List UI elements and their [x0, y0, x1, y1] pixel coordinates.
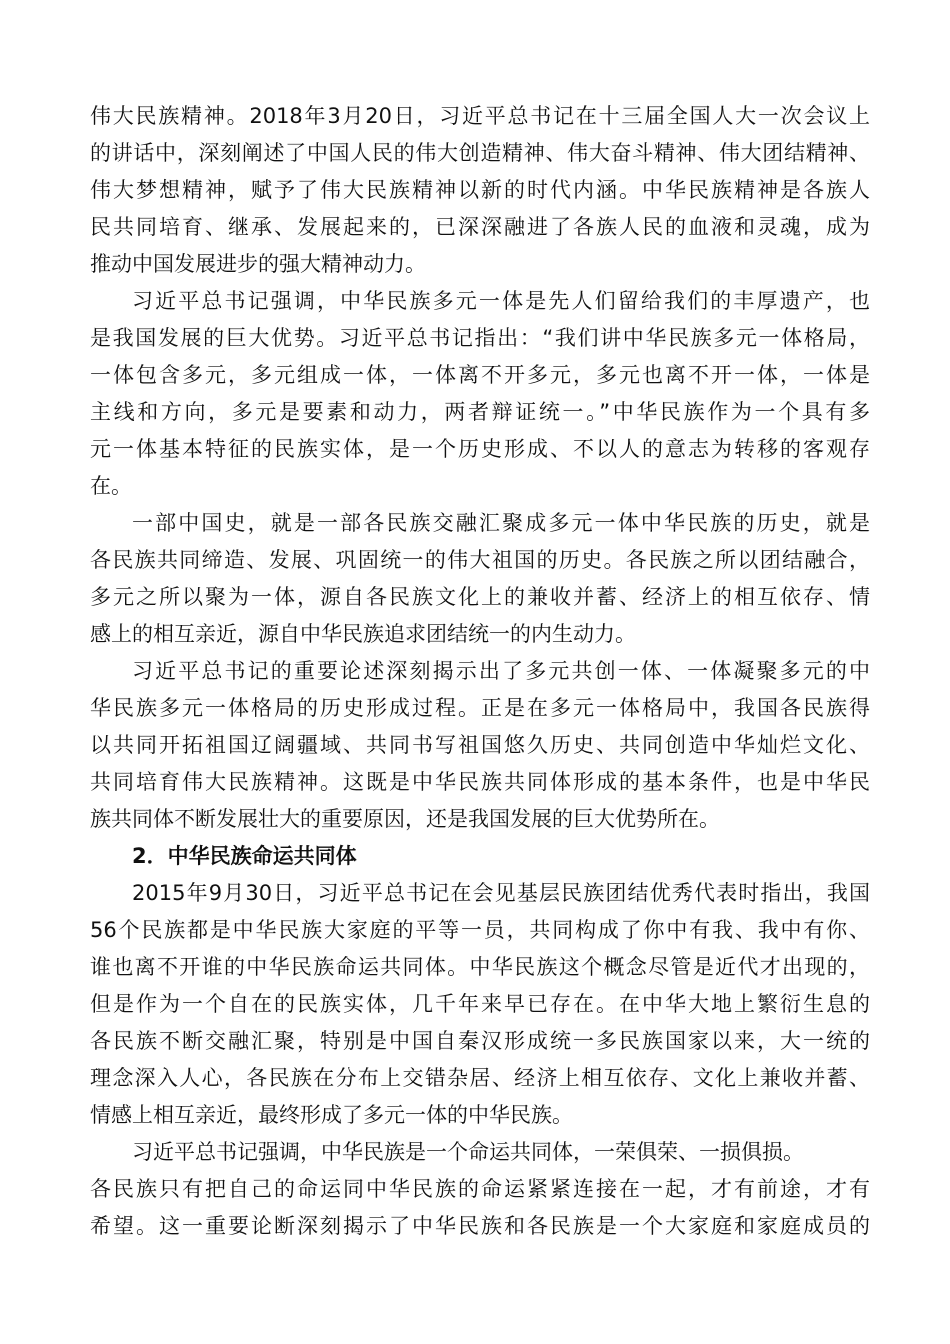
text-line: 习近平总书记强调，中华民族多元一体是先人们留给我们的丰厚遗产，也: [132, 289, 870, 313]
paragraph-2: [90, 283, 870, 505]
paragraph-3: [90, 505, 870, 653]
text-line: 民共同培育、继承、发展起来的，已深深融进了各族人民的血液和灵魂，成为: [90, 215, 870, 239]
text-line: 伟大梦想精神，赋予了伟大民族精神以新的时代内涵。中华民族精神是各族人: [90, 178, 870, 202]
text-line: 但是作为一个自在的民族实体，几千年来早已存在。在中华大地上繁衍生息的: [90, 992, 870, 1016]
text-line: 谁也离不开谁的中华民族命运共同体。中华民族这个概念尽管是近代才出现的，: [90, 955, 870, 979]
text-line: 习近平总书记的重要论述深刻揭示出了多元共创一体、一体凝聚多元的中: [132, 659, 870, 683]
text-line: 族共同体不断发展壮大的重要原因，还是我国发展的巨大优势所在。: [90, 807, 720, 831]
document-body: [90, 98, 870, 1245]
paragraph-6: [90, 1134, 870, 1245]
text-line: 的讲话中，深刻阐述了中国人民的伟大创造精神、伟大奋斗精神、伟大团结精神、: [90, 141, 870, 165]
text-line: 华民族多元一体格局的历史形成过程。正是在多元一体格局中，我国各民族得: [90, 696, 870, 720]
text-line: 感上的相互亲近，源自中华民族追求团结统一的内生动力。: [90, 622, 636, 646]
text-line: 主线和方向，多元是要素和动力，两者辩证统一。”中华民族作为一个具有多: [90, 400, 870, 424]
text-line: 以共同开拓祖国辽阔疆域、共同书写祖国悠久历史、共同创造中华灿烂文化、: [90, 733, 870, 757]
text-line: 各民族共同缔造、发展、巩固统一的伟大祖国的历史。各民族之所以团结融合，: [90, 548, 870, 572]
text-line: 一体包含多元，多元组成一体，一体离不开多元，多元也离不开一体，一体是: [90, 363, 870, 387]
text-line: 习近平总书记强调，中华民族是一个命运共同体，一荣俱荣、一损俱损。: [132, 1140, 804, 1164]
text-line: 2015年9月30日，习近平总书记在会见基层民族团结优秀代表时指出，我国: [132, 881, 870, 905]
text-line: 理念深入人心，各民族在分布上交错杂居、经济上相互依存、文化上兼收并蓄、: [90, 1066, 870, 1090]
text-line: 56个民族都是中华民族大家庭的平等一员，共同构成了你中有我、我中有你、: [90, 918, 870, 942]
text-line: 共同培育伟大民族精神。这既是中华民族共同体形成的基本条件，也是中华民: [90, 770, 870, 794]
text-line: 情感上相互亲近，最终形成了多元一体的中华民族。: [90, 1103, 573, 1127]
paragraph-4: [90, 653, 870, 838]
text-line: 推动中国发展进步的强大精神动力。: [90, 252, 426, 276]
text-line: 一部中国史，就是一部各民族交融汇聚成多元一体中华民族的历史，就是: [132, 511, 870, 535]
paragraph-5: [90, 875, 870, 1134]
text-line: 元一体基本特征的民族实体，是一个历史形成、不以人的意志为转移的客观存: [90, 437, 870, 461]
paragraph-1: [90, 98, 870, 283]
text-line: 各民族不断交融汇聚，特别是中国自秦汉形成统一多民族国家以来，大一统的: [90, 1029, 870, 1053]
section-heading: 2．中华民族命运共同体: [132, 844, 357, 868]
text-line: 希望。这一重要论断深刻揭示了中华民族和各民族是一个大家庭和家庭成员的: [90, 1214, 870, 1238]
text-line: 是我国发展的巨大优势。习近平总书记指出：“我们讲中华民族多元一体格局，: [90, 326, 870, 350]
text-line: 各民族只有把自己的命运同中华民族的命运紧紧连接在一起，才有前途，才有: [90, 1177, 870, 1201]
text-line: 伟大民族精神。2018年3月20日，习近平总书记在十三届全国人大一次会议上: [90, 104, 870, 128]
text-line: 在。: [90, 474, 132, 498]
text-line: 多元之所以聚为一体，源自各民族文化上的兼收并蓄、经济上的相互依存、情: [90, 585, 870, 609]
